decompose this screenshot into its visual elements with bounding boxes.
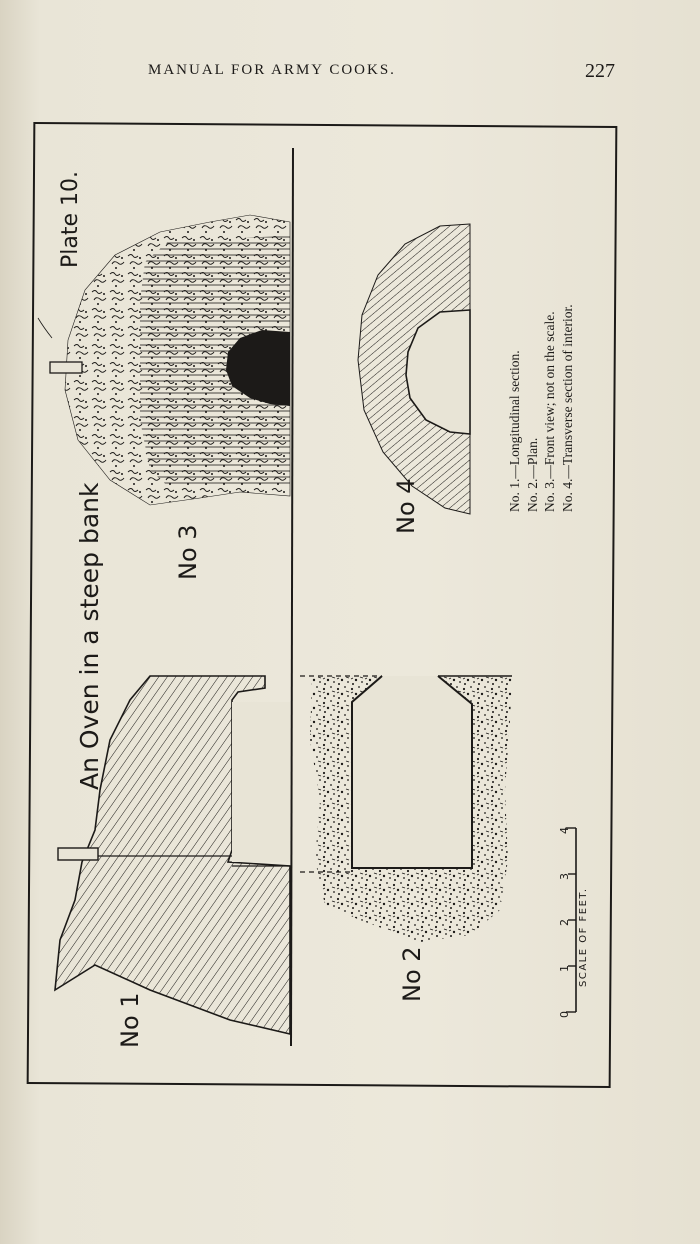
legend-item: No. 3.—Front view; not on the scale. xyxy=(542,311,557,512)
chimney-pipe xyxy=(58,848,98,860)
scale-tick-label: 0 xyxy=(558,1011,571,1018)
scale-tick-label: 3 xyxy=(558,873,571,880)
divider-line xyxy=(291,148,293,1046)
legend-item: No. 4.—Transverse section of interior. xyxy=(559,304,575,512)
scale-tick-label: 2 xyxy=(558,919,571,926)
figure-label-3: No 3 xyxy=(174,524,202,580)
running-title: MANUAL FOR ARMY COOKS. xyxy=(148,62,396,78)
scale-tick-label: 1 xyxy=(558,965,571,972)
scale-tick-label: 4 xyxy=(558,827,571,834)
page-number: 227 xyxy=(585,60,615,82)
plate-number: Plate 10. xyxy=(58,170,83,268)
figure-label-1: No 1 xyxy=(116,992,144,1048)
legend-item: No. 2.—Plan. xyxy=(524,437,540,512)
figure-label-2: No 2 xyxy=(398,946,426,1002)
scale-caption: SCALE OF FEET. xyxy=(578,887,589,987)
figure-4-transverse-section xyxy=(358,224,470,514)
figure-legend xyxy=(506,304,576,512)
legend-item: No. 1.—Longitudinal section. xyxy=(507,350,522,512)
figure-label-4: No 4 xyxy=(392,478,420,534)
chimney-pipe-front xyxy=(50,362,82,373)
figure-2-plan xyxy=(300,676,512,942)
plate-caption: An Oven in a steep bank xyxy=(75,482,104,790)
